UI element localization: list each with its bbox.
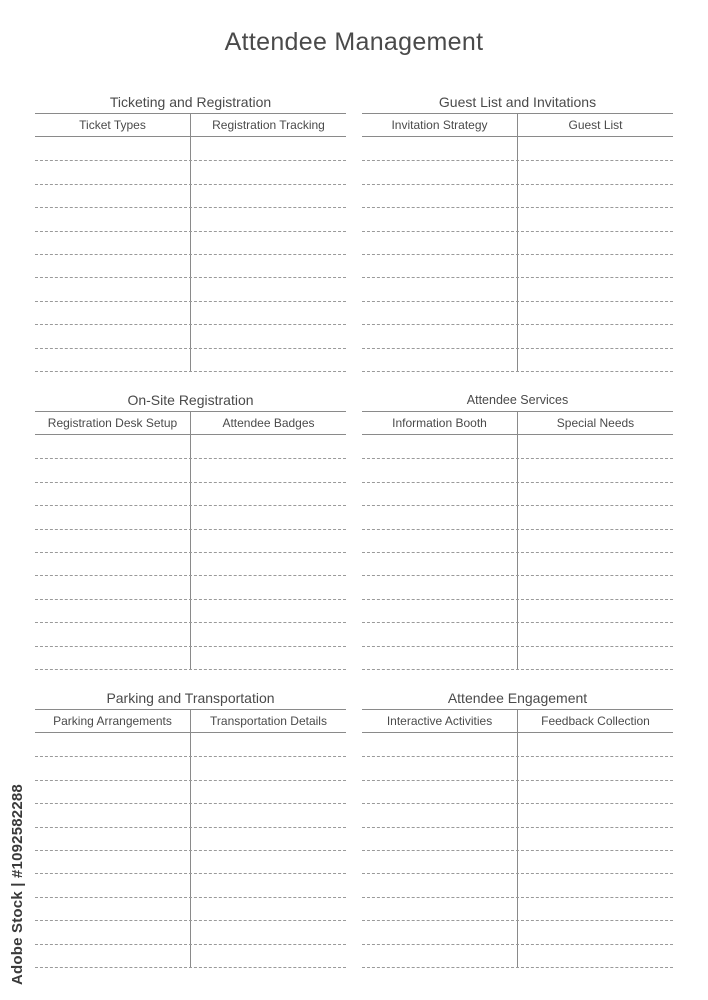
column-header-row (362, 709, 673, 733)
section-on-site-registration (35, 389, 346, 669)
ruled-line (35, 944, 346, 945)
ruled-line (35, 827, 346, 828)
section-ticketing-registration (35, 91, 346, 371)
writing-area (35, 137, 346, 371)
section-attendee-engagement (362, 687, 673, 967)
ruled-line (362, 552, 673, 553)
writing-area (362, 733, 673, 967)
column-header-ticket-types: Ticket Types (35, 114, 191, 136)
writing-area (362, 435, 673, 669)
column-header-parking-arrangements: Parking Arrangements (35, 710, 191, 732)
ruled-line (362, 301, 673, 302)
ruled-line (35, 529, 346, 530)
ruled-line (362, 622, 673, 623)
ruled-line (362, 599, 673, 600)
column-header-attendee-badges: Attendee Badges (222, 416, 315, 430)
ruled-line (362, 231, 673, 232)
column-header-transportation-details: Transportation Details (210, 714, 327, 728)
section-title: Guest List and Invitations (438, 94, 597, 110)
ruled-line (35, 646, 346, 647)
writing-area (362, 137, 673, 371)
ruled-line (35, 371, 346, 372)
ruled-line (35, 348, 346, 349)
ruled-line (362, 575, 673, 576)
ruled-line (362, 458, 673, 459)
ruled-line (362, 160, 673, 161)
ruled-line (362, 277, 673, 278)
ruled-line (362, 920, 673, 921)
ruled-line (35, 552, 346, 553)
column-header-information-booth: Information Booth (362, 412, 518, 434)
column-header-row (362, 113, 673, 137)
section-title: Attendee Services (466, 393, 569, 407)
stock-watermark-id: Adobe Stock | #1092582288 (9, 784, 26, 985)
ruled-line (35, 803, 346, 804)
ruled-line (362, 827, 673, 828)
ruled-line (35, 505, 346, 506)
column-header-row (35, 709, 346, 733)
writing-area (35, 733, 346, 967)
ruled-line (35, 277, 346, 278)
ruled-line (35, 669, 346, 670)
ruled-line (362, 944, 673, 945)
column-header-interactive-activities: Interactive Activities (362, 710, 518, 732)
section-title: On-Site Registration (127, 392, 254, 408)
column-header-special-needs: Special Needs (556, 416, 635, 430)
ruled-line (35, 254, 346, 255)
column-header-row (35, 411, 346, 435)
section-title: Parking and Transportation (106, 690, 275, 706)
page-title: Attendee Management (224, 28, 484, 56)
ruled-line (35, 622, 346, 623)
ruled-line (362, 756, 673, 757)
ruled-line (362, 324, 673, 325)
ruled-line (362, 505, 673, 506)
ruled-line (362, 529, 673, 530)
ruled-line (362, 371, 673, 372)
ruled-line (35, 301, 346, 302)
section-attendee-services (362, 389, 673, 669)
ruled-line (35, 324, 346, 325)
ruled-line (362, 780, 673, 781)
ruled-line (35, 756, 346, 757)
ruled-line (362, 873, 673, 874)
column-header-row (35, 113, 346, 137)
ruled-line (35, 207, 346, 208)
ruled-line (362, 254, 673, 255)
ruled-line (35, 850, 346, 851)
ruled-line (362, 967, 673, 968)
ruled-line (35, 873, 346, 874)
ruled-line (362, 184, 673, 185)
ruled-line (362, 482, 673, 483)
ruled-line (35, 575, 346, 576)
ruled-line (362, 669, 673, 670)
ruled-line (35, 780, 346, 781)
ruled-line (362, 850, 673, 851)
ruled-line (35, 458, 346, 459)
ruled-line (35, 184, 346, 185)
section-title: Attendee Engagement (447, 690, 588, 706)
column-header-registration-desk-setup: Registration Desk Setup (35, 412, 191, 434)
column-header-guest-list: Guest List (568, 118, 623, 132)
ruled-line (35, 482, 346, 483)
ruled-line (35, 599, 346, 600)
section-parking-transportation (35, 687, 346, 967)
ruled-line (362, 207, 673, 208)
ruled-line (35, 231, 346, 232)
ruled-line (362, 646, 673, 647)
column-header-invitation-strategy: Invitation Strategy (362, 114, 518, 136)
section-title: Ticketing and Registration (109, 94, 272, 110)
column-header-registration-tracking: Registration Tracking (212, 118, 325, 132)
writing-area (35, 435, 346, 669)
ruled-line (35, 897, 346, 898)
ruled-line (362, 803, 673, 804)
section-guest-list-invitations (362, 91, 673, 371)
column-header-feedback-collection: Feedback Collection (541, 714, 650, 728)
column-header-row (362, 411, 673, 435)
ruled-line (35, 160, 346, 161)
ruled-line (362, 348, 673, 349)
ruled-line (362, 897, 673, 898)
ruled-line (35, 967, 346, 968)
ruled-line (35, 920, 346, 921)
